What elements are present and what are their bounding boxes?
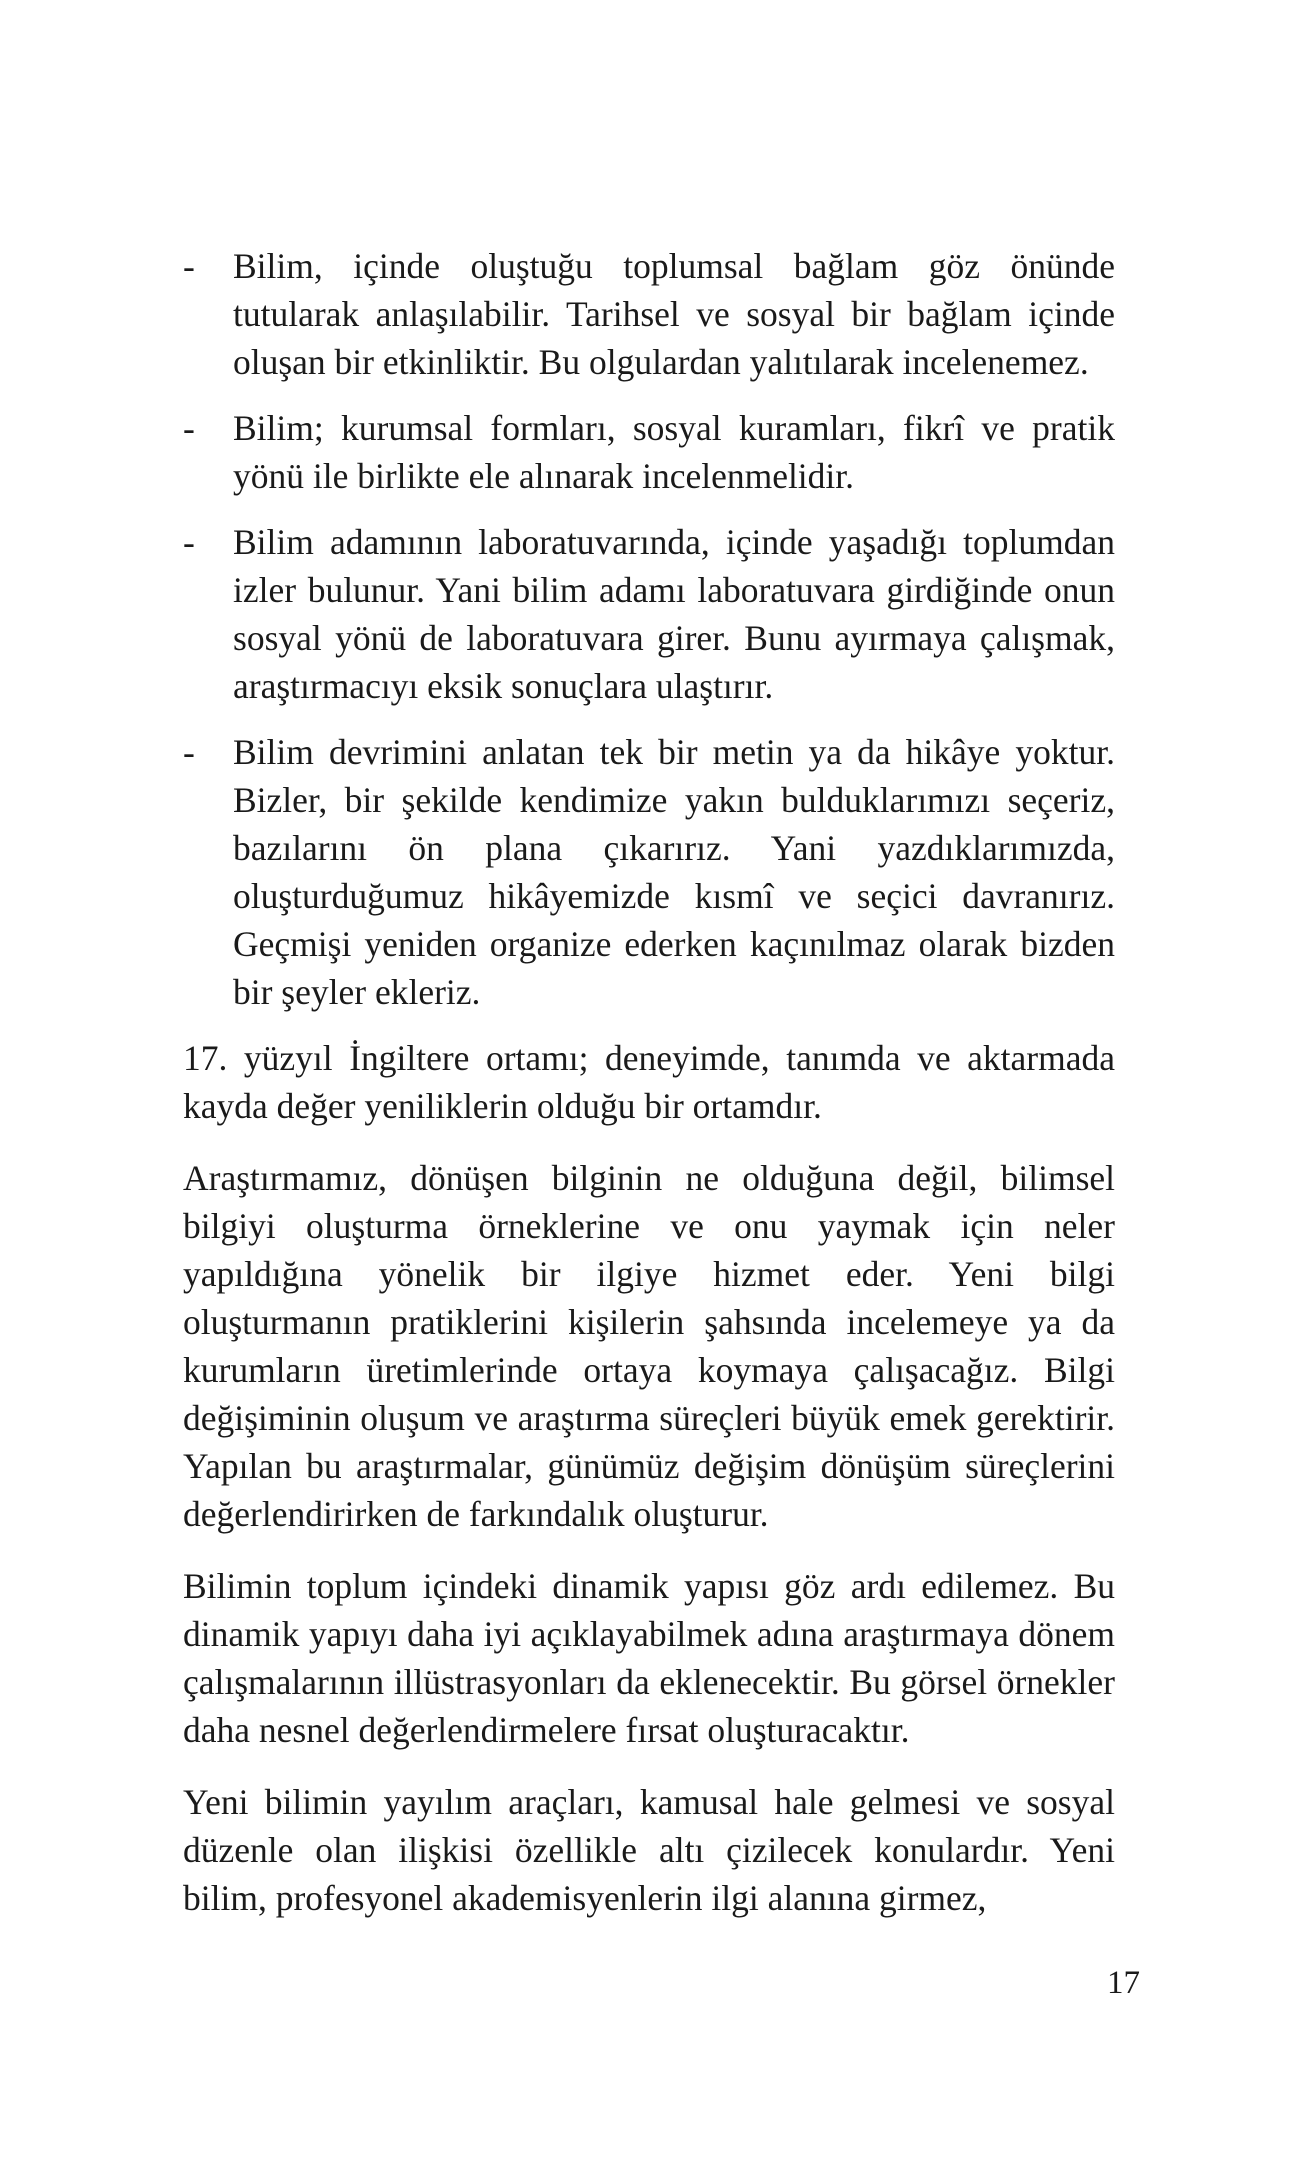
bullet-item — [183, 518, 1115, 710]
paragraph: 17. yüzyıl İngiltere ortamı; deneyimde, tanımda ve aktarmada kayda değer yeniliklerin olduğu bir ortamdır. — [183, 1038, 1115, 1126]
paragraph: Yeni bilimin yayılım araçları, kamusal hale gelmesi ve sosyal düzenle olan ilişkisi özellikle altı çizilecek konulardır. Yeni bilim, profesyonel akademisyenlerin ilgi alanına girmez, — [183, 1782, 1115, 1918]
bullet-text: Bilim devrimini anlatan tek bir metin ya da hikâye yoktur. Bizler, bir şekilde kendimize yakın bulduklarımızı seçeriz, bazılarını ön plana çıkarırız. Yani yazdıklarımızda, oluşturduğumuz hikâyemizde kısmî ve seçici davranırız. Geçmişi yeniden organize ederken kaçınılmaz olarak bizden bir şeyler ekleriz. — [233, 732, 1115, 1012]
paragraph: Bilimin toplum içindeki dinamik yapısı göz ardı edilemez. Bu dinamik yapıyı daha iyi açıklayabilmek adına araştırmaya dönem çalışmalarının illüstrasyonları da eklenecektir. Bu görsel örnekler daha nesnel değerlendirmelere fırsat oluşturacaktır. — [183, 1566, 1115, 1750]
bullet-dash: - — [183, 408, 195, 448]
page-number: 17 — [1107, 1965, 1140, 2001]
bullet-text: Bilim adamının laboratuvarında, içinde yaşadığı toplumdan izler bulunur. Yani bilim adamı laboratuvara girdiğinde onun sosyal yönü de laboratuvara girer. Bunu ayırmaya çalışmak, araştırmacıyı eksik sonuçlara ulaştırır. — [233, 522, 1115, 706]
paragraph: Araştırmamız, dönüşen bilginin ne olduğuna değil, bilimsel bilgiyi oluşturma örneklerine ve onu yaymak için neler yapıldığına yönelik bir ilgiye hizmet eder. Yeni bilgi oluşturmanın pratiklerini kişilerin şahsında incelemeye ya da kurumların üretimlerinde ortaya koymaya çalışacağız. Bilgi değişiminin oluşum ve araştırma süreçleri büyük emek gerektirir. Yapılan bu araştırmalar, günümüz değişim dönüşüm süreçlerini değerlendirirken de farkındalık oluşturur. — [183, 1158, 1115, 1534]
bullet-item — [183, 404, 1115, 500]
bullet-dash: - — [183, 732, 195, 772]
page-body — [183, 242, 1115, 1922]
bullet-text: Bilim, içinde oluştuğu toplumsal bağlam göz önünde tutularak anlaşılabilir. Tarihsel ve sosyal bir bağlam içinde oluşan bir etkinliktir. Bu olgulardan yalıtılarak incelenemez. — [233, 246, 1115, 382]
bullet-item — [183, 242, 1115, 386]
bullet-dash: - — [183, 246, 195, 286]
bullet-dash: - — [183, 522, 195, 562]
bullet-item — [183, 728, 1115, 1016]
bullet-text: Bilim; kurumsal formları, sosyal kuramları, fikrî ve pratik yönü ile birlikte ele alınarak incelenmelidir. — [233, 408, 1115, 496]
bullet-list — [183, 242, 1115, 1016]
